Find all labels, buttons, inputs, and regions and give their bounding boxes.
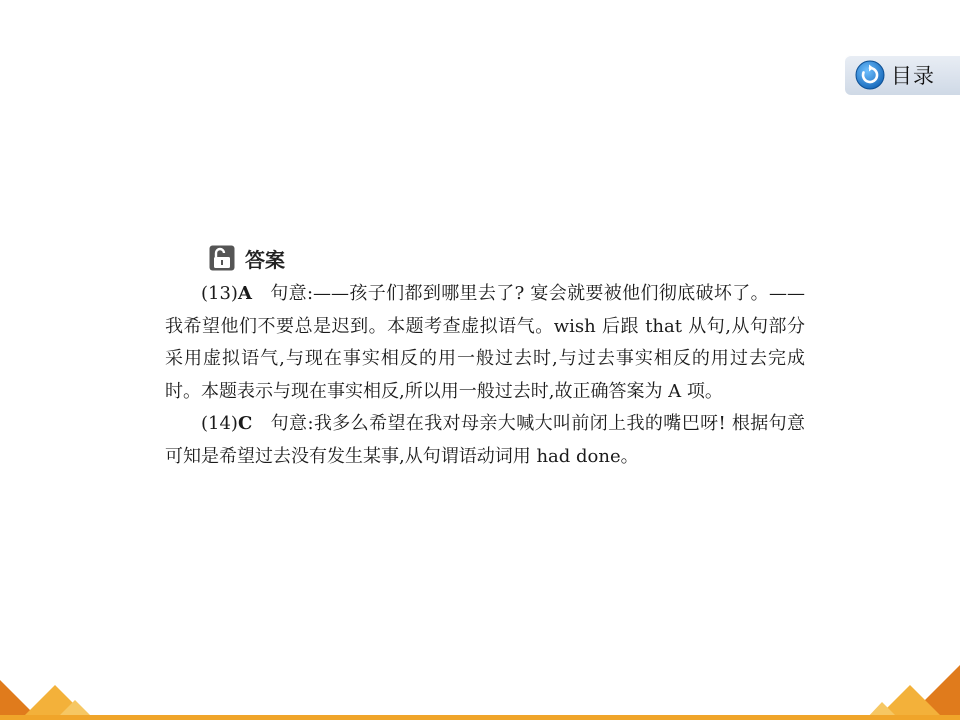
bottom-accent-bar (0, 715, 960, 720)
circular-arrow-icon (855, 60, 885, 90)
answer-title: 答案 (245, 247, 285, 272)
answer-item (165, 408, 805, 473)
answer-item (165, 278, 805, 408)
answer-key: A (237, 283, 252, 304)
answer-section (165, 238, 805, 473)
answer-explanation: 句意:我多么希望在我对母亲大喊大叫前闭上我的嘴巴呀! 根据句意可知是希望过去没有发生某事,从句谓语动词用 had done。 (165, 413, 805, 467)
corner-decoration-right (860, 665, 960, 720)
corner-decoration-left (0, 665, 100, 720)
toc-button[interactable] (845, 55, 960, 95)
answer-explanation: 句意:——孩子们都到哪里去了? 宴会就要被他们彻底破坏了。——我希望他们不要总是迟到。本题考查虚拟语气。wish 后跟 that 从句,从句部分采用虚拟语气,与现在事实相反的用一般过去时,与过去事实相反的用过去完成时。本题表示与现在事实相反,所以用一般过去时,故正确答案为 A 项。 (165, 283, 805, 402)
open-lock-icon (209, 245, 235, 271)
toc-label: 目录 (891, 64, 935, 88)
answer-number: (14) (201, 413, 238, 434)
answer-heading (165, 238, 805, 278)
answer-key: C (237, 413, 253, 434)
answer-number: (13) (201, 283, 238, 304)
